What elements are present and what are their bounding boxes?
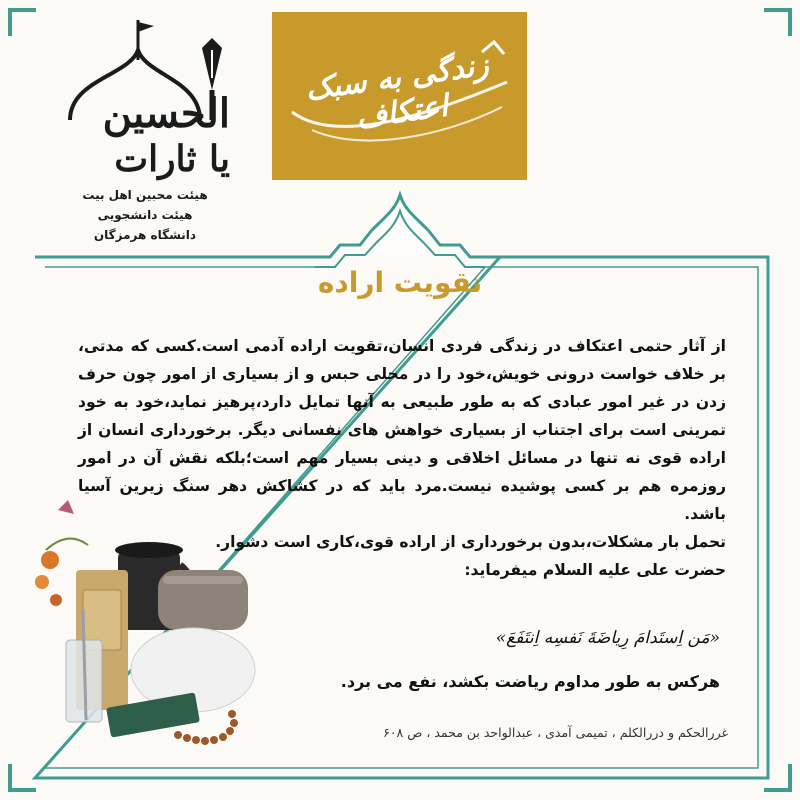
article-paragraph-1: از آثار حتمی اعتکاف در زندگی فردی انسان،تقویت اراده آدمی است.کسی که مدتی، بر خلاف خواست درونی خویش،خود را در محلی حبس و از بسیاری از امور چون حرف زدن در غیر امور عبادی که به طور طبیعی به آنها تمایل دارد،پرهیز نماید،خود به خود تمرینی است برای اجتناب از بسیاری خواهش های نفسانی دیگر. برخورداری انسان از اراده قوی نه تنها در مسائل اخلاقی و دینی بسیار مهم است؛بلکه نقش آن در امور روزمره هم بر کسی پوشیده نیست.مرد باید که در کشاکش دهر سنگ زیرین آسیا باشد.	[78, 337, 726, 523]
hadith-translation: هرکس به طور مداوم ریاضت بکشد، نفع می برد.	[340, 672, 720, 691]
logo-name-line2: یا ثارات	[114, 138, 230, 180]
corner-accent-top-right-v	[788, 8, 792, 36]
logo-subtitle-2: هیئت دانشجویی	[97, 208, 193, 222]
article-paragraph-2: تحمل بار مشکلات،بدون برخورداری از اراده قوی،کاری است دشوار.	[215, 533, 726, 551]
logo-name-line1: الحسین	[102, 90, 230, 137]
retreat-items-illustration	[28, 500, 258, 770]
towel-icon	[158, 570, 248, 630]
corner-accent-top-left	[8, 8, 36, 12]
hadith-quote: «مَن اِستَدامَ رِیاضَةَ نَفسِه اِنتَفَعَ»	[495, 628, 720, 648]
corner-accent-top-left-v	[8, 8, 12, 36]
article-heading: تقویت اراده	[317, 266, 483, 299]
banner-title: زندگی به سبک اعتکاف	[303, 47, 491, 137]
article-paragraph-3: حضرت علی علیه السلام میفرماید:	[464, 561, 726, 579]
title-banner	[272, 12, 527, 180]
logo-subtitle-1: هیئت محبین اهل بیت	[82, 188, 208, 202]
logo-subtitle-3: دانشگاه هرمزگان	[93, 228, 197, 242]
citation-source: غررالحکم و دررالکلم ، تمیمی آمدی ، عبدالواحد بن محمد ، ص ۶۰۸	[383, 725, 728, 740]
